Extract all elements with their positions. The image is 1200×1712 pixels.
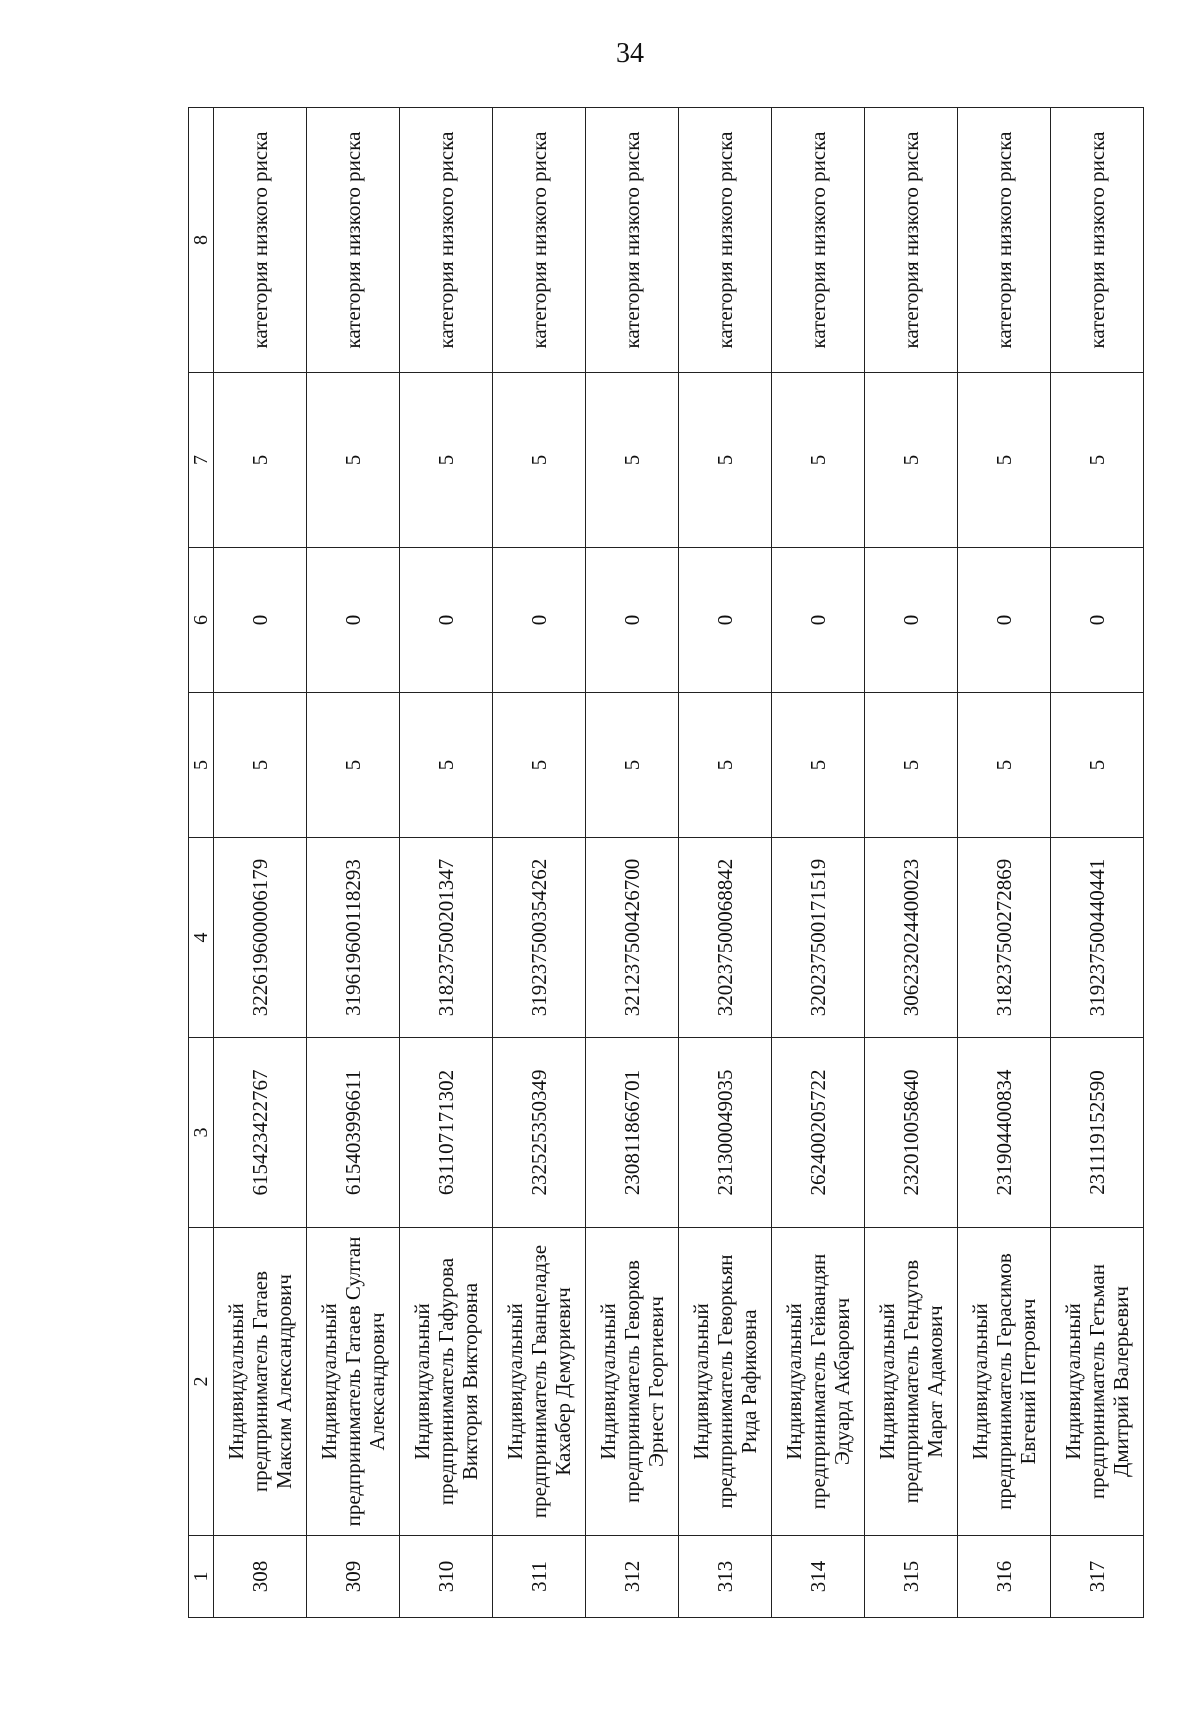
row-number-cell: 311 [493,1536,586,1618]
column-6-value-cell: 0 [958,548,1051,693]
inn-cell: 232010058640 [865,1038,958,1228]
table-row [679,108,772,1618]
table-row [772,108,865,1618]
risk-category-cell: категория низкого риска [865,108,958,373]
column-7-value-cell: 5 [307,373,400,548]
row-number-cell: 315 [865,1536,958,1618]
rotated-table-frame [188,108,1138,1618]
inn-cell: 231300049035 [679,1038,772,1228]
column-7-value-cell: 5 [958,373,1051,548]
risk-category-cell: категория низкого риска [772,108,865,373]
column-6-value-cell: 0 [865,548,958,693]
column-7-value-cell: 5 [214,373,307,548]
entrepreneur-name-cell: Индивидуальный предприниматель Гафурова Виктория Викторовна [400,1228,493,1536]
column-number: 6 [189,548,214,693]
column-6-value-cell: 0 [214,548,307,693]
inn-cell: 615423422767 [214,1038,307,1228]
column-number: 7 [189,373,214,548]
column-number: 1 [189,1536,214,1618]
ogrnip-cell: 319237500354262 [493,838,586,1038]
row-number-cell: 316 [958,1536,1051,1618]
column-5-value-cell: 5 [865,693,958,838]
inn-cell: 230811866701 [586,1038,679,1228]
table-row [214,108,307,1618]
risk-category-cell: категория низкого риска [307,108,400,373]
registry-table [188,107,1144,1618]
inn-cell: 262400205722 [772,1038,865,1228]
column-7-value-cell: 5 [1051,373,1144,548]
risk-category-cell: категория низкого риска [400,108,493,373]
column-number: 5 [189,693,214,838]
column-5-value-cell: 5 [1051,693,1144,838]
entrepreneur-name-cell: Индивидуальный предприниматель Гетьман Дмитрий Валерьевич [1051,1228,1144,1536]
ogrnip-cell: 320237500171519 [772,838,865,1038]
column-6-value-cell: 0 [400,548,493,693]
column-number: 2 [189,1228,214,1536]
entrepreneur-name-cell: Индивидуальный предприниматель Гейвандян Эдуард Акбарович [772,1228,865,1536]
row-number-cell: 310 [400,1536,493,1618]
column-number-row [189,108,214,1618]
table-row [307,108,400,1618]
column-5-value-cell: 5 [679,693,772,838]
column-6-value-cell: 0 [679,548,772,693]
column-6-value-cell: 0 [772,548,865,693]
column-7-value-cell: 5 [493,373,586,548]
column-6-value-cell: 0 [1051,548,1144,693]
column-5-value-cell: 5 [493,693,586,838]
column-7-value-cell: 5 [772,373,865,548]
inn-cell: 232525350349 [493,1038,586,1228]
ogrnip-cell: 318237500201347 [400,838,493,1038]
entrepreneur-name-cell: Индивидуальный предприниматель Гендугов Марат Адамович [865,1228,958,1536]
ogrnip-cell: 322619600006179 [214,838,307,1038]
column-7-value-cell: 5 [400,373,493,548]
column-5-value-cell: 5 [400,693,493,838]
ogrnip-cell: 306232024400023 [865,838,958,1038]
row-number-cell: 313 [679,1536,772,1618]
table-row [586,108,679,1618]
column-5-value-cell: 5 [772,693,865,838]
column-5-value-cell: 5 [307,693,400,838]
ogrnip-cell: 319619600118293 [307,838,400,1038]
row-number-cell: 314 [772,1536,865,1618]
entrepreneur-name-cell: Индивидуальный предприниматель Гатаев Максим Александрович [214,1228,307,1536]
column-6-value-cell: 0 [493,548,586,693]
table-row [493,108,586,1618]
table-row [865,108,958,1618]
column-6-value-cell: 0 [307,548,400,693]
column-7-value-cell: 5 [679,373,772,548]
column-5-value-cell: 5 [586,693,679,838]
table-row [958,108,1051,1618]
column-number: 4 [189,838,214,1038]
row-number-cell: 309 [307,1536,400,1618]
row-number-cell: 312 [586,1536,679,1618]
row-number-cell: 317 [1051,1536,1144,1618]
ogrnip-cell: 321237500426700 [586,838,679,1038]
risk-category-cell: категория низкого риска [1051,108,1144,373]
column-7-value-cell: 5 [865,373,958,548]
row-number-cell: 308 [214,1536,307,1618]
table-row [1051,108,1144,1618]
inn-cell: 231119152590 [1051,1038,1144,1228]
table-container [188,108,1138,1618]
column-number: 3 [189,1038,214,1228]
entrepreneur-name-cell: Индивидуальный предприниматель Герасимов Евгений Петрович [958,1228,1051,1536]
ogrnip-cell: 319237500440441 [1051,838,1144,1038]
risk-category-cell: категория низкого риска [493,108,586,373]
column-7-value-cell: 5 [586,373,679,548]
inn-cell: 615403996611 [307,1038,400,1228]
table-body [189,108,1144,1618]
entrepreneur-name-cell: Индивидуальный предприниматель Гванцеладзе Кахабер Демуриевич [493,1228,586,1536]
entrepreneur-name-cell: Индивидуальный предприниматель Гатаев Султан Александрович [307,1228,400,1536]
entrepreneur-name-cell: Индивидуальный предприниматель Геворков Эрнест Георгиевич [586,1228,679,1536]
inn-cell: 631107171302 [400,1038,493,1228]
entrepreneur-name-cell: Индивидуальный предприниматель Геворкьян Рида Рафиковна [679,1228,772,1536]
risk-category-cell: категория низкого риска [679,108,772,373]
ogrnip-cell: 320237500068842 [679,838,772,1038]
page-number: 34 [616,38,644,69]
table-row [400,108,493,1618]
inn-cell: 231904400834 [958,1038,1051,1228]
column-number: 8 [189,108,214,373]
column-5-value-cell: 5 [214,693,307,838]
column-6-value-cell: 0 [586,548,679,693]
risk-category-cell: категория низкого риска [214,108,307,373]
risk-category-cell: категория низкого риска [586,108,679,373]
column-5-value-cell: 5 [958,693,1051,838]
risk-category-cell: категория низкого риска [958,108,1051,373]
ogrnip-cell: 318237500272869 [958,838,1051,1038]
